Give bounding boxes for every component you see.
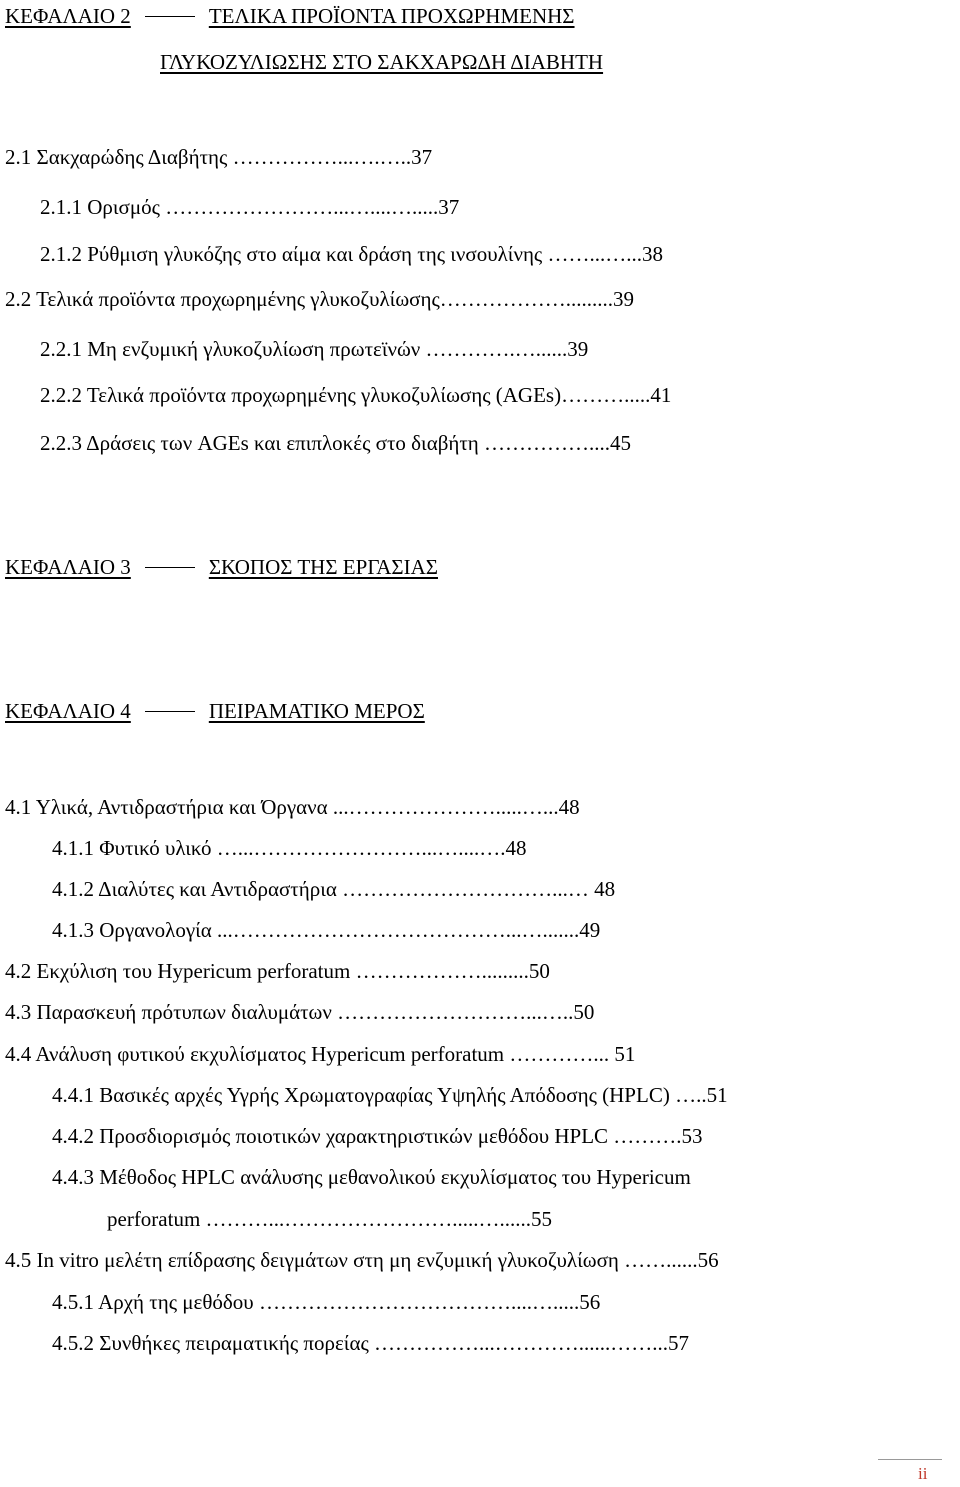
chapter-2-title-line1: ΤΕΛΙΚΑ ΠΡΟΪΟΝΤΑ ΠΡΟΧΩΡΗΜΕΝΗΣ: [208, 4, 575, 28]
toc-entry-4-5-2[interactable]: 4.5.2 Συνθήκες πειραματικής πορείας ……………...…………......……...57: [52, 1331, 690, 1355]
toc-entry-2-1-2[interactable]: 2.1.2 Ρύθμιση γλυκόζης στο αίμα και δράση της ινσουλίνης ……...…...38: [40, 242, 663, 266]
toc-entry-2-1-1[interactable]: 2.1.1 Ορισμός ……………………...…....….....37: [40, 195, 460, 219]
toc-entry-4-1-2[interactable]: 4.1.2 Διαλύτες και Αντιδραστήρια …………………………...… 48: [52, 877, 616, 901]
toc-entry-4-4[interactable]: 4.4 Ανάλυση φυτικού εκχυλίσματος Hypericum perforatum …………... 51: [5, 1042, 636, 1066]
toc-entry-4-2[interactable]: 4.2 Εκχύλιση του Hypericum perforatum ……………….........50: [5, 959, 550, 983]
toc-entry-4-4-3[interactable]: 4.4.3 Μέθοδος HPLC ανάλυσης μεθανολικού εκχυλίσματος του Hypericum: [52, 1165, 691, 1189]
chapter-4-title: ΠΕΙΡΑΜΑΤΙΚΟ ΜΕΡΟΣ: [208, 699, 425, 723]
chapter-4-label: ΚΕΦΑΛΑΙΟ 4: [5, 699, 131, 723]
chapter-3-heading: [5, 555, 438, 580]
toc-entry-4-1-3[interactable]: 4.1.3 Οργανολογία ...…………………………………...….......49: [52, 918, 601, 942]
chapter-2-title-line2: ΓΛΥΚΟΖΥΛΙΩΣΗΣ ΣΤΟ ΣΑΚΧΑΡΩΔΗ ΔΙΑΒΗΤΗ: [160, 50, 604, 74]
toc-entry-4-1[interactable]: 4.1 Υλικά, Αντιδραστήρια και Όργανα ...………………….....…...48: [5, 795, 580, 819]
toc-entry-2-2-2[interactable]: 2.2.2 Τελικά προϊόντα προχωρημένης γλυκοζυλίωσης (AGEs)……….....41: [40, 383, 672, 407]
toc-entry-4-4-3-continued[interactable]: perforatum ………...…………………….....…......55: [107, 1207, 553, 1231]
page-number: ii: [918, 1464, 928, 1483]
footer-divider: [878, 1459, 942, 1460]
toc-entry-4-1-1[interactable]: 4.1.1 Φυτικό υλικό …...……………………...…....….48: [52, 836, 527, 860]
heading-dash: [145, 16, 195, 17]
toc-entry-4-5-1[interactable]: 4.5.1 Αρχή της μεθόδου ………………………………....….....56: [52, 1290, 601, 1314]
toc-entry-2-2-1[interactable]: 2.2.1 Μη ενζυμική γλυκοζυλίωση πρωτεϊνών ………….…......39: [40, 337, 589, 361]
chapter-2-heading: [5, 4, 575, 29]
chapter-3-label: ΚΕΦΑΛΑΙΟ 3: [5, 555, 131, 579]
chapter-3-title: ΣΚΟΠΟΣ ΤΗΣ ΕΡΓΑΣΙΑΣ: [208, 555, 438, 579]
heading-dash: [145, 711, 195, 712]
toc-entry-4-3[interactable]: 4.3 Παρασκευή πρότυπων διαλυμάτων ………………………...…..50: [5, 1000, 595, 1024]
toc-entry-4-5[interactable]: 4.5 In vitro μελέτη επίδρασης δειγμάτων στη μη ενζυμική γλυκοζυλίωση ……......56: [5, 1248, 719, 1272]
chapter-4-heading: [5, 699, 425, 724]
heading-dash: [145, 567, 195, 568]
toc-entry-2-2-3[interactable]: 2.2.3 Δράσεις των AGEs και επιπλοκές στο διαβήτη ……………....45: [40, 431, 632, 455]
toc-entry-2-2[interactable]: 2.2 Τελικά προϊόντα προχωρημένης γλυκοζυλίωσης……………….........39: [5, 287, 635, 311]
toc-entry-4-4-1[interactable]: 4.4.1 Βασικές αρχές Υγρής Χρωματογραφίας Υψηλής Απόδοσης (HPLC) …..51: [52, 1083, 728, 1107]
chapter-2-label: ΚΕΦΑΛΑΙΟ 2: [5, 4, 131, 28]
toc-entry-2-1[interactable]: 2.1 Σακχαρώδης Διαβήτης ……………...….…..37: [5, 145, 433, 169]
toc-entry-4-4-2[interactable]: 4.4.2 Προσδιορισμός ποιοτικών χαρακτηριστικών μεθόδου HPLC ……….53: [52, 1124, 703, 1148]
